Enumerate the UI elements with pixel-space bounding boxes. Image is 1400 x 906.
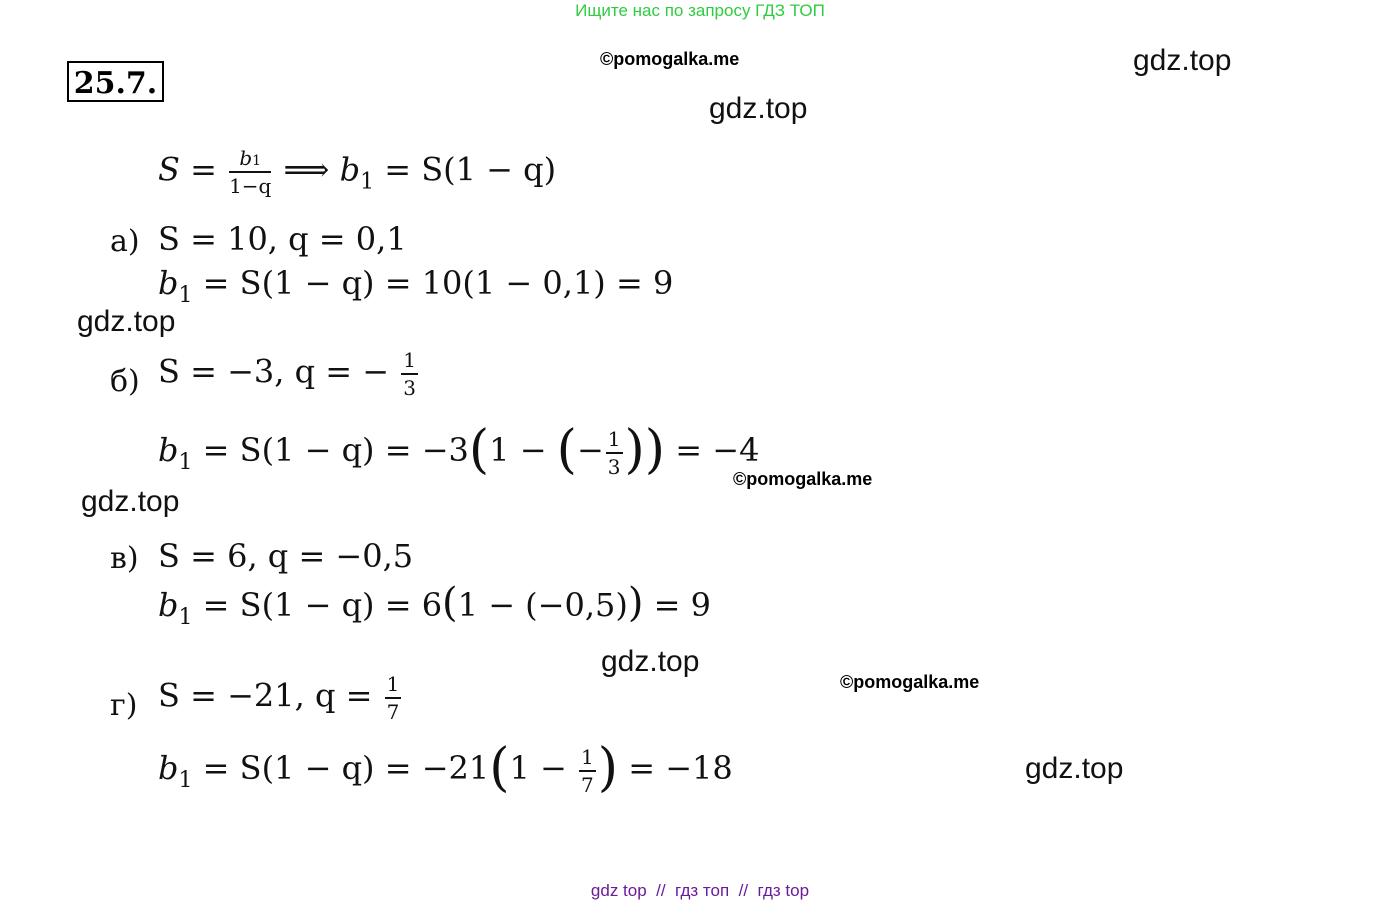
part-a-solution: $b_1 = S(1 - q) = 10(1 - 0,1) = 9$ — [158, 264, 674, 308]
formula-fraction: $\frac{b1}{1-q}$ — [229, 146, 272, 198]
part-g-label: г) — [110, 688, 138, 723]
part-g-q-fraction: $\frac{1}{7}$ — [386, 672, 400, 724]
main-formula: S = $\frac{b1}{1-q}$ ⟹ $b_1 = S(1 - q)$ — [158, 146, 557, 198]
part-v-given: S = 6, q = −0,5 — [158, 537, 414, 575]
bottom-links: gdz top // гдз топ // гдз top — [590, 881, 810, 900]
part-b-given: S = −3, q = − $\frac{1}{3}$ — [158, 348, 416, 400]
part-b-inner-fraction: $\frac{1}{3}$ — [607, 426, 621, 479]
watermark-gdz: gdz.top — [77, 305, 176, 338]
part-b-q-fraction: $\frac{1}{3}$ — [403, 348, 416, 400]
part-g-given: S = −21, q = $\frac{1}{7}$ — [158, 672, 400, 724]
problem-number: 25.7. — [67, 61, 164, 102]
watermark-gdz: gdz.top — [81, 485, 180, 518]
bottom-link-gdz-top-mixed[interactable]: гдз top — [757, 881, 810, 900]
formula-s: S — [158, 150, 180, 189]
part-g-solution: $b_1 = S(1 - q) = -21(1$ − $\frac{1}{7}$ ) = −18 — [158, 738, 733, 798]
part-v-label: в) — [110, 541, 139, 576]
watermark-gdz: gdz.top — [1133, 44, 1232, 77]
watermark-gdz: gdz.top — [709, 92, 808, 125]
formula-rhs: = S(1 − q) — [384, 150, 557, 189]
part-v-solution: $b_1 = S(1 - q) = 6(1 - (-0,5)) = 9$ — [158, 580, 711, 630]
part-a-given: S = 10, q = 0,1 — [158, 220, 407, 258]
watermark-gdz: gdz.top — [601, 645, 700, 678]
part-a-label: а) — [110, 224, 140, 259]
part-b-label: б) — [110, 364, 140, 399]
part-g-inner-fraction: $\frac{1}{7}$ — [581, 744, 594, 797]
top-banner: Ищите нас по запросу ГДЗ ТОП — [575, 1, 825, 20]
part-b-solution: $b_1 = S(1 - q) = -3(1$ − (− $\frac{1}{3}$ )) = −4 — [158, 420, 760, 480]
watermark-pomogalka: ©pomogalka.me — [733, 469, 873, 489]
bottom-link-gdz-top-ru[interactable]: гдз топ — [675, 881, 730, 900]
formula-eq: = — [190, 150, 217, 189]
formula-implies: ⟹ — [283, 150, 330, 189]
bottom-link-gdz-top[interactable]: gdz top — [590, 881, 647, 900]
watermark-pomogalka: ©pomogalka.me — [840, 672, 980, 692]
watermark-pomogalka: ©pomogalka.me — [600, 49, 740, 69]
watermark-gdz: gdz.top — [1025, 752, 1124, 785]
